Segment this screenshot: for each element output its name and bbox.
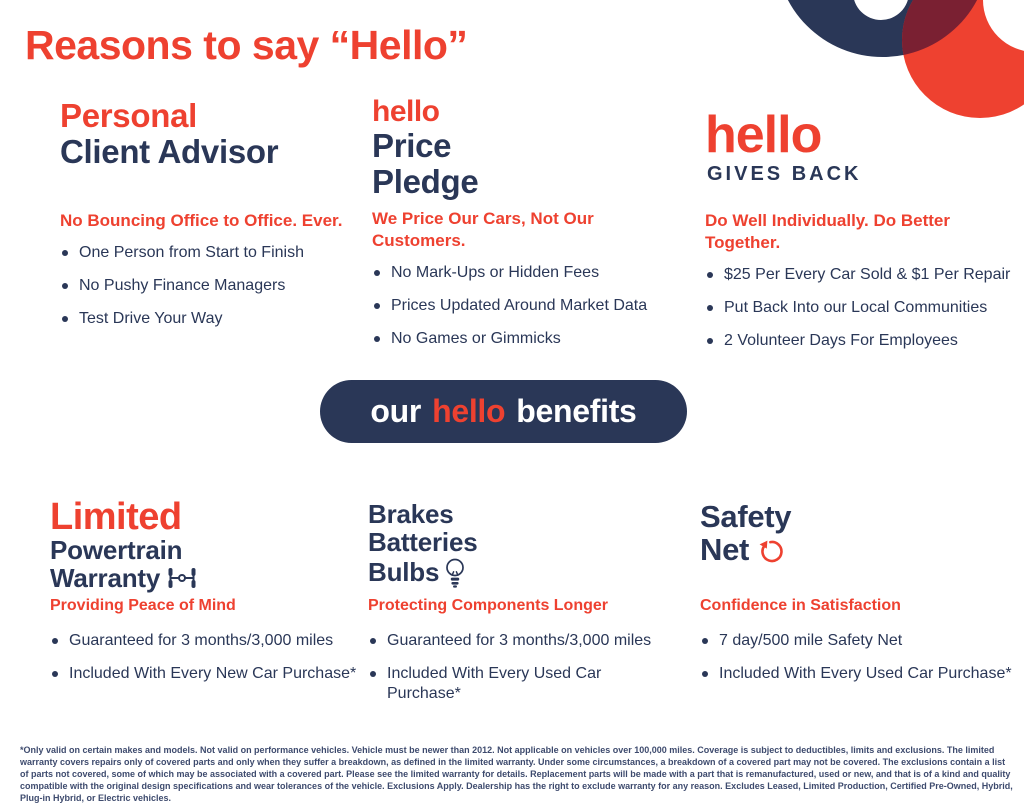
bullet-item: Prices Updated Around Market Data (372, 296, 672, 316)
bullet-list (50, 631, 360, 684)
bullet-item: 7 day/500 mile Safety Net (700, 631, 1020, 651)
hello-logo: hello (432, 393, 506, 429)
circular-arrow-icon (758, 538, 785, 564)
section-heading-line: Pledge (372, 163, 479, 200)
bullet-item: Put Back Into our Local Communities (705, 298, 1017, 318)
section-heading-line: Brakes (368, 499, 454, 529)
section-heading-line: Batteries (368, 527, 478, 557)
bullet-list (368, 631, 678, 704)
bullet-item: Included With Every New Car Purchase* (50, 664, 360, 684)
page-title: Reasons to say “Hello” (25, 22, 468, 68)
bullet-item: No Pushy Finance Managers (60, 276, 350, 296)
price-pledge-section (372, 95, 672, 347)
section-heading-line: Personal (60, 97, 197, 134)
section-heading-line: Limited (50, 496, 182, 538)
banner-text: our (370, 393, 422, 429)
disclaimer-fine-print: *Only valid on certain makes and models. Not valid on performance vehicles. Vehicle must be newer than 2012. Not applicable on vehicles over 100,000 miles. Coverage is subject to deductibles, limits and exclusions. The limited warranty covers repairs only of covered parts and only when they suffer a breakdown, as defined in the limited warranty. Under some circumstances, a breakdown of a covered part may not be covered. The exclusions contain a list of parts not covered, some of which may be associated with a covered part. Please see the limited warranty for details. Replacement parts will be made with a part that is remanufactured, used or new, and that is of a kind and quality compatible with the original design specifications and wear tolerances of the vehicle. Exclusions Apply. Dealership has the right to exclude warranty for any reason. Excludes Leased, Limited Production, Certified Pre-Owned, Hybrid, Plug-in Hybrid, or Electric vehicles. (20, 745, 1013, 803)
bullet-item: Guaranteed for 3 months/3,000 miles (368, 631, 678, 651)
our-hello-benefits-banner (320, 380, 687, 443)
section-subtitle: Providing Peace of Mind (50, 597, 236, 614)
banner-text: benefits (516, 393, 637, 429)
section-heading-line: Safety (700, 499, 792, 534)
section-heading-line: Client Advisor (60, 133, 279, 170)
bullet-item: No Mark-Ups or Hidden Fees (372, 263, 672, 283)
lightbulb-icon (445, 558, 465, 588)
bullet-item: Included With Every Used Car Purchase* (700, 664, 1020, 684)
section-subtitle: No Bouncing Office to Office. Ever. (60, 211, 343, 230)
section-heading-line: Bulbs (368, 557, 440, 587)
bullet-item: No Games or Gimmicks (372, 329, 672, 349)
section-heading-line: Net (700, 532, 750, 567)
bullet-item: $25 Per Every Car Sold & $1 Per Repair (705, 265, 1017, 285)
bullet-item: 2 Volunteer Days For Employees (705, 331, 1017, 351)
section-heading-line: Warranty (50, 563, 161, 593)
hello-gives-back-section (705, 106, 1017, 349)
hello-logo: hello (372, 95, 440, 128)
brakes-batteries-bulbs-section (368, 499, 678, 702)
section-subtitle: Confidence in Satisfaction (700, 597, 901, 614)
section-subtitle: We Price Our Cars, Not Our Customers. (372, 209, 594, 250)
bullet-item: One Person from Start to Finish (60, 243, 350, 263)
drivetrain-icon (166, 567, 198, 589)
safety-net-section (700, 499, 1020, 682)
bullet-item: Included With Every Used Car Purchase* (368, 664, 678, 704)
section-subtitle: Protecting Components Longer (368, 597, 608, 614)
bullet-list (705, 265, 1017, 351)
personal-client-advisor-section (60, 97, 350, 327)
bullet-list (60, 243, 350, 329)
bullet-list (372, 263, 672, 349)
hello-logo: hello (705, 106, 822, 164)
gives-back-wordmark: GIVES BACK (707, 163, 862, 185)
bullet-item: Guaranteed for 3 months/3,000 miles (50, 631, 360, 651)
section-heading-line: Powertrain (50, 535, 183, 565)
bullet-item: Test Drive Your Way (60, 309, 350, 329)
limited-powertrain-warranty-section (50, 496, 360, 682)
bullet-list (700, 631, 1020, 684)
section-subtitle: Do Well Individually. Do Better Together. (705, 211, 950, 252)
section-heading-line: Price (372, 127, 452, 164)
